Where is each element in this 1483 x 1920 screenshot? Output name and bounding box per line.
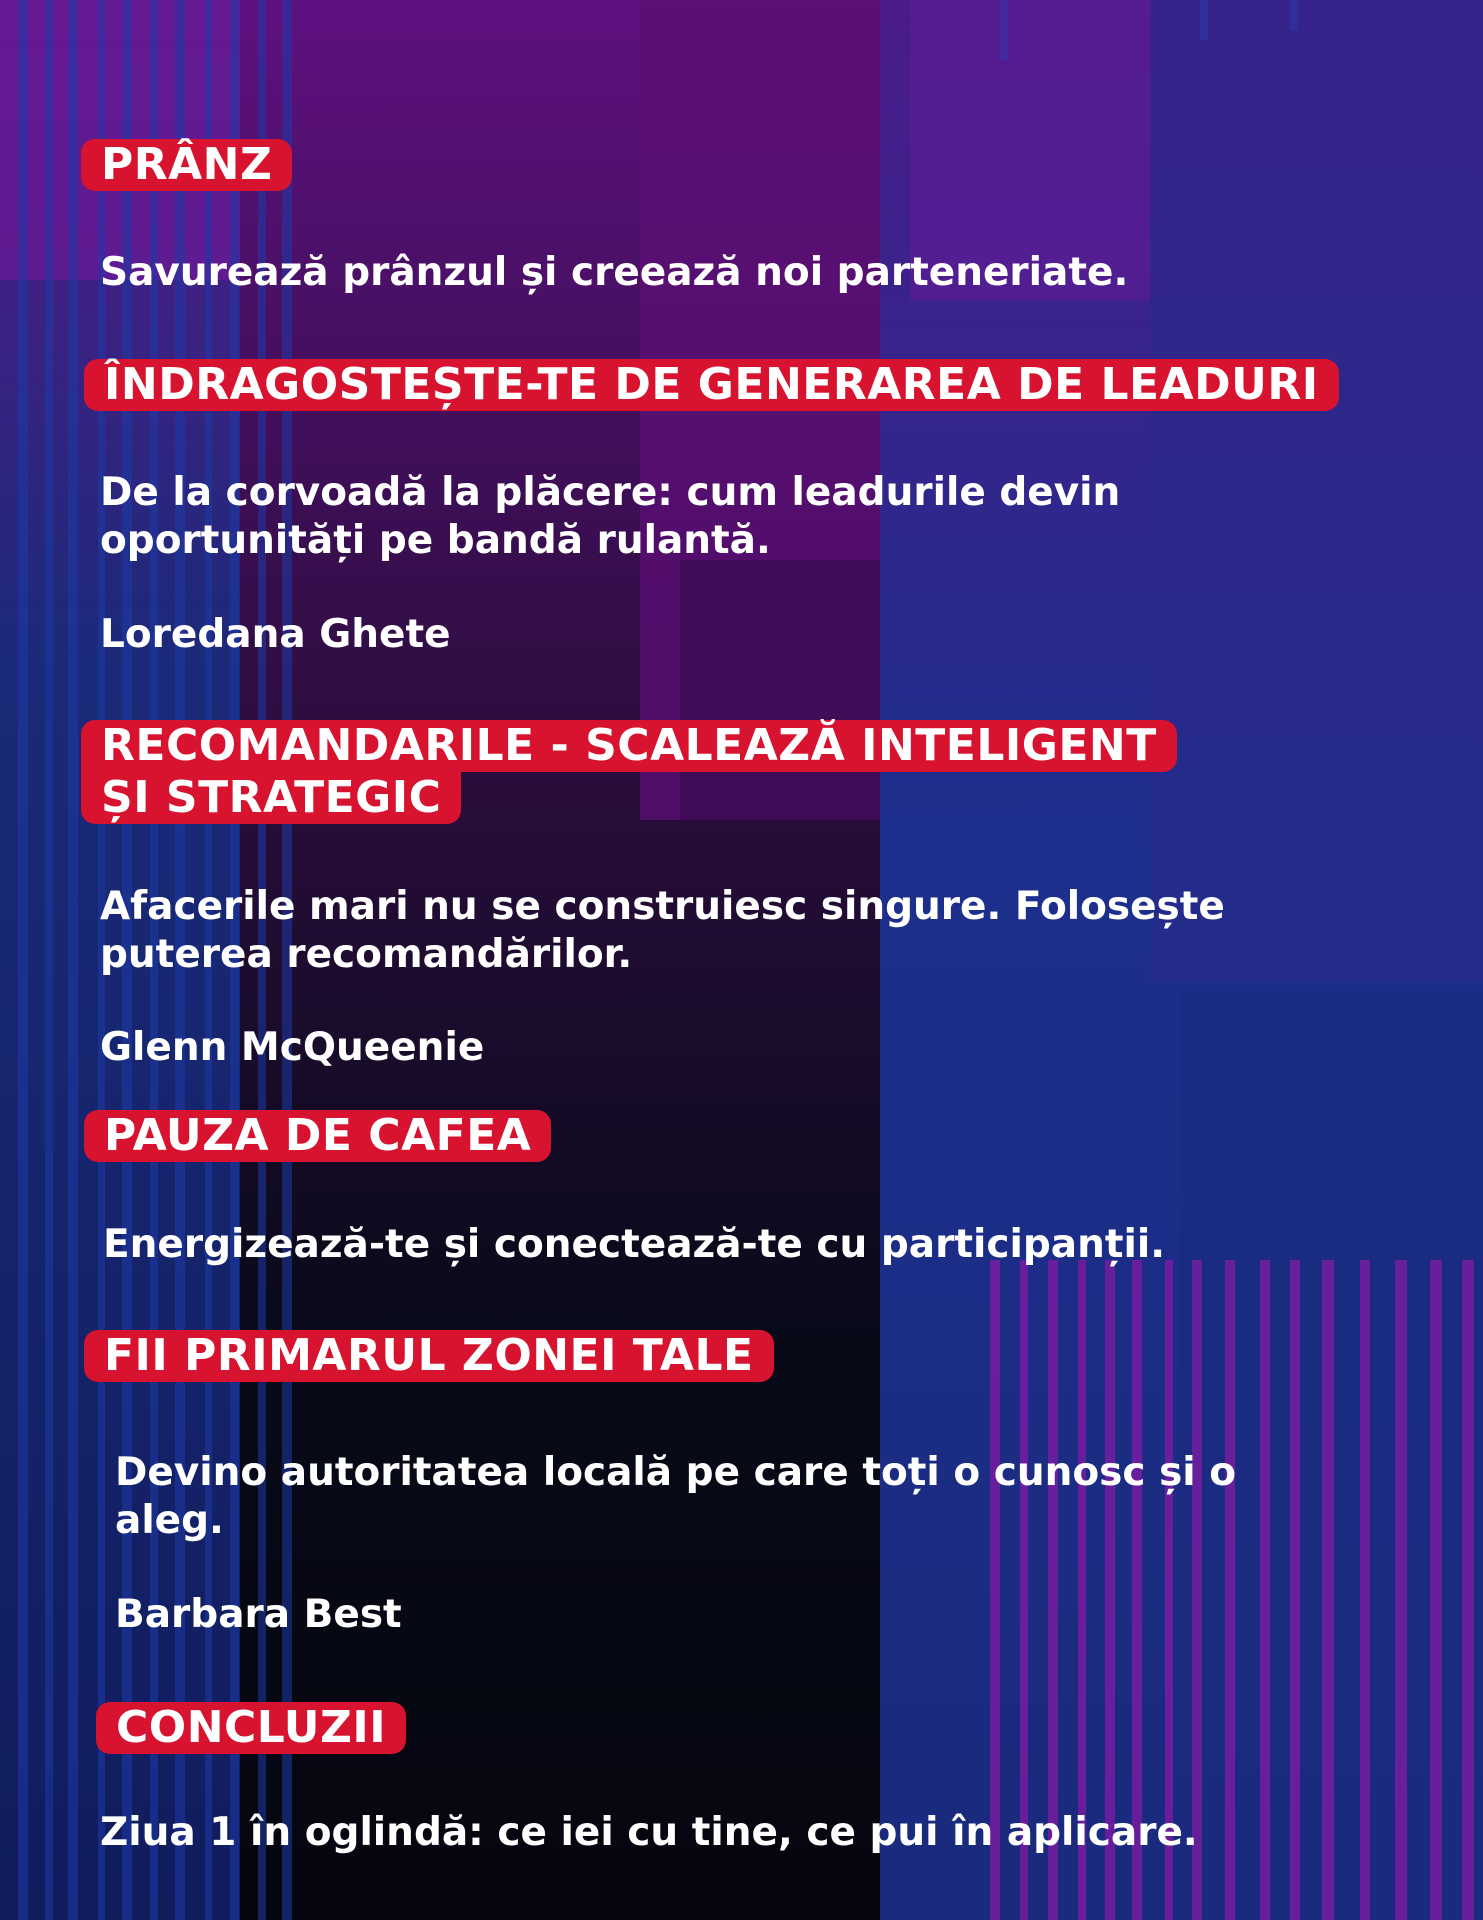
section-description-line-2: aleg.: [115, 1498, 224, 1543]
speaker-name: Glenn McQueenie: [100, 1025, 485, 1070]
section-description-line-1: Devino autoritatea locală pe care toți o cunosc și o: [115, 1450, 1237, 1495]
section-title-leaduri: ÎNDRAGOSTEȘTE-TE DE GENERAREA DE LEADURI: [84, 359, 1339, 411]
section-description-line-1: De la corvoadă la plăcere: cum leadurile devin: [100, 470, 1121, 515]
speaker-name: Barbara Best: [115, 1592, 402, 1637]
section-title-primarul-zonei: FII PRIMARUL ZONEI TALE: [84, 1330, 774, 1382]
section-description-line-2: oportunități pe bandă rulantă.: [100, 518, 771, 563]
section-title-recomandarile-line-1: RECOMANDARILE - SCALEAZĂ INTELIGENT: [81, 720, 1177, 772]
section-title-pranz: PRÂNZ: [81, 139, 292, 191]
section-title-recomandarile-line-2: ȘI STRATEGIC: [81, 772, 461, 824]
section-title-pauza-de-cafea: PAUZA DE CAFEA: [84, 1110, 551, 1162]
section-description-line-2: puterea recomandărilor.: [100, 932, 633, 977]
section-title-concluzii: CONCLUZII: [96, 1702, 406, 1754]
section-description: Savurează prânzul și creează noi parteneriate.: [100, 250, 1129, 295]
speaker-name: Loredana Ghete: [100, 612, 451, 657]
section-description-line-1: Afacerile mari nu se construiesc singure. Folosește: [100, 884, 1225, 929]
section-description: Energizează-te și conectează-te cu participanții.: [103, 1222, 1166, 1267]
section-description: Ziua 1 în oglindă: ce iei cu tine, ce pui în aplicare.: [100, 1810, 1198, 1855]
